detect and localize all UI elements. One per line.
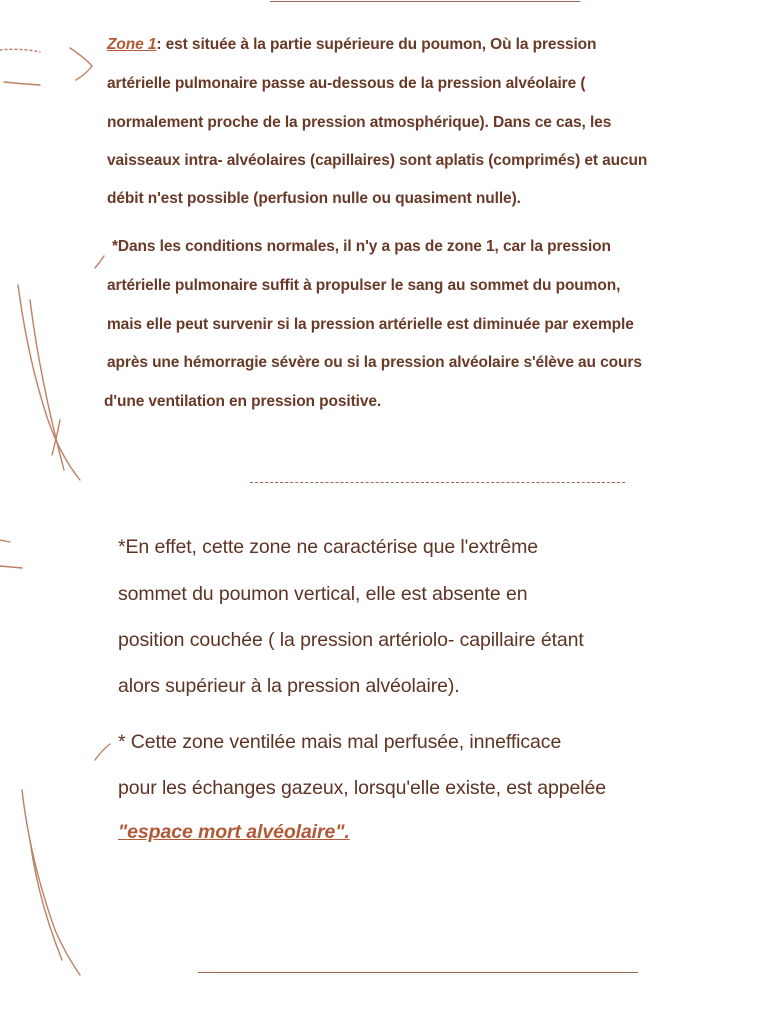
- margin-mark: [95, 256, 104, 268]
- margin-mark: [70, 48, 92, 80]
- paragraph-line: après une hémorragie sévère ou si la pression alvéolaire s'élève au cours: [107, 354, 642, 371]
- paragraph-line: "espace mort alvéolaire".: [118, 821, 350, 843]
- bottom-divider: [198, 972, 638, 973]
- paragraph-line: artérielle pulmonaire suffit à propulser le sang au sommet du poumon,: [107, 277, 621, 294]
- margin-mark: [52, 420, 60, 455]
- paragraph-line: position couchée ( la pression artériolo- capillaire étant: [118, 629, 584, 651]
- margin-mark: [18, 285, 80, 480]
- top-divider: [270, 1, 580, 2]
- margin-mark: [30, 300, 64, 470]
- zone-1-heading: Zone 1: [107, 36, 157, 53]
- espace-mort-term: espace mort alvéolaire: [127, 821, 336, 843]
- margin-mark: [95, 744, 110, 760]
- margin-mark: [30, 840, 62, 960]
- paragraph-line: alors supérieur à la pression alvéolaire).: [118, 675, 460, 697]
- paragraph-line: mais elle peut survenir si la pression artérielle est diminuée par exemple: [107, 316, 634, 333]
- paragraph-line: d'une ventilation en pression positive.: [104, 393, 382, 410]
- margin-mark: [4, 82, 40, 85]
- paragraph-line: *En effet, cette zone ne caractérise que l'extrême: [118, 536, 539, 558]
- paragraph-line: vaisseaux intra- alvéolaires (capillaires) sont aplatis (comprimés) et aucun: [107, 152, 648, 169]
- paragraph-line: artérielle pulmonaire passe au-dessous de la pression alvéolaire (: [107, 75, 586, 92]
- paragraph-line: débit n'est possible (perfusion nulle ou quasiment nulle).: [107, 190, 521, 207]
- margin-mark: [0, 540, 10, 542]
- paragraph-line: pour les échanges gazeux, lorsqu'elle existe, est appelée: [118, 777, 607, 799]
- paragraph-line: * Cette zone ventilée mais mal perfusée, innefficace: [118, 731, 562, 753]
- paragraph-line: *Dans les conditions normales, il n'y a pas de zone 1, car la pression: [112, 238, 611, 255]
- paragraph-line: Zone 1: est située à la partie supérieure du poumon, Où la pression: [107, 36, 597, 53]
- paragraph-line: sommet du poumon vertical, elle est absente en: [118, 583, 528, 605]
- paragraph-line: normalement proche de la pression atmosphérique). Dans ce cas, les: [107, 114, 612, 131]
- margin-mark: [22, 790, 80, 975]
- margin-mark: [0, 566, 22, 568]
- middle-divider: [250, 482, 625, 483]
- margin-mark: [0, 49, 40, 52]
